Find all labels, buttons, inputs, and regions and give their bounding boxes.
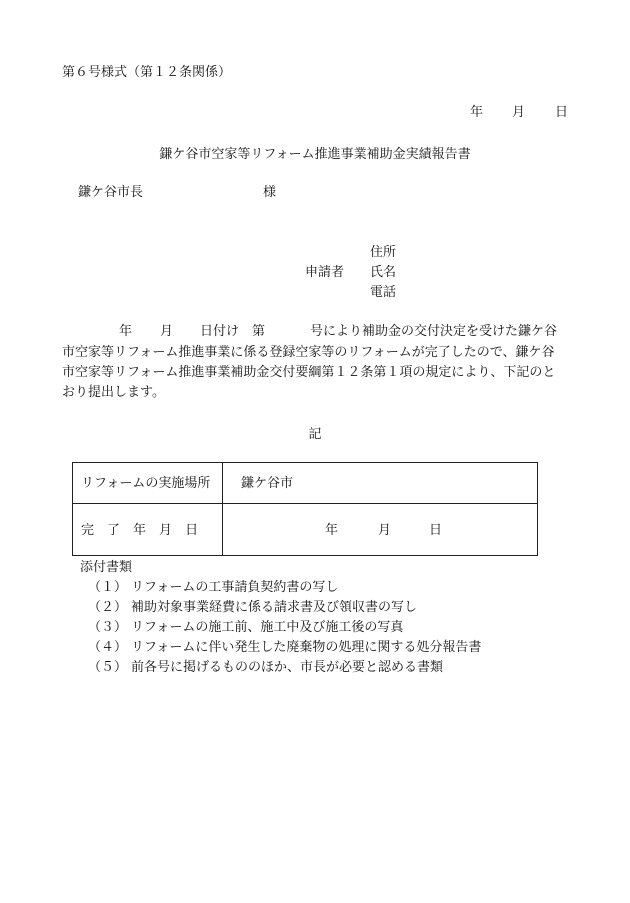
document-title: 鎌ケ谷市空家等リフォーム推進事業補助金実績報告書 bbox=[159, 147, 471, 162]
body-line-3: 市空家等リフォーム推進事業補助金交付要綱第１２条第１項の規定により、下記のと bbox=[62, 365, 556, 380]
completion-day: 日 bbox=[429, 523, 443, 538]
completion-year: 年 bbox=[325, 523, 339, 538]
table-row-divider bbox=[73, 503, 537, 504]
attachment-item: 前各号に掲げるもののほか、市長が必要と認める書類 bbox=[131, 660, 444, 675]
place-label: リフォームの実施場所 bbox=[81, 476, 211, 491]
attachment-item: リフォームに伴い発生した廃棄物の処理に関する処分報告書 bbox=[131, 640, 482, 655]
completion-char: 年 bbox=[133, 523, 147, 538]
body-year: 年 bbox=[119, 324, 133, 339]
body-month: 月 bbox=[160, 324, 174, 339]
attachment-number: （４） bbox=[88, 640, 128, 655]
attachment-number: （１） bbox=[88, 580, 128, 595]
attachment-item: 補助対象事業経費に係る請求書及び領収書の写し bbox=[131, 600, 418, 615]
completion-char: 月 bbox=[159, 523, 173, 538]
date-year-label: 年 bbox=[470, 105, 484, 120]
completion-char: 日 bbox=[185, 523, 199, 538]
attachment-item: リフォームの工事請負契約書の写し bbox=[131, 580, 339, 595]
attachments-heading: 添付書類 bbox=[80, 560, 133, 575]
completion-month: 月 bbox=[378, 523, 392, 538]
attachment-number: （５） bbox=[88, 660, 128, 675]
date-day-label: 日 bbox=[555, 105, 569, 120]
applicant-address-label: 住所 bbox=[370, 245, 397, 260]
attachment-item: リフォームの施工前、施工中及び施工後の写真 bbox=[131, 620, 404, 635]
body-line-2: 市空家等リフォーム推進事業に係る登録空家等のリフォームが完了したので、鎌ケ谷 bbox=[62, 345, 555, 360]
completion-date-label bbox=[81, 524, 211, 537]
applicant-phone-label: 電話 bbox=[370, 285, 397, 300]
addressee-name: 鎌ケ谷市長 bbox=[78, 185, 144, 200]
details-table bbox=[72, 462, 538, 556]
body-date: 日付け 第 bbox=[200, 324, 266, 339]
attachment-number: （３） bbox=[88, 620, 128, 635]
applicant-name-label: 氏名 bbox=[370, 265, 397, 280]
table-column-divider bbox=[222, 463, 223, 555]
addressee-honorific: 様 bbox=[263, 185, 277, 200]
completion-char: 完 bbox=[81, 523, 95, 538]
date-month-label: 月 bbox=[512, 105, 526, 120]
attachment-number: （２） bbox=[88, 600, 128, 615]
form-number: 第６号様式（第１２条関係） bbox=[62, 65, 232, 80]
completion-char: 了 bbox=[107, 523, 121, 538]
ki-heading: 記 bbox=[308, 427, 322, 442]
place-value: 鎌ケ谷市 bbox=[241, 476, 294, 491]
body-line-1: 号により補助金の交付決定を受けた鎌ケ谷 bbox=[310, 324, 558, 339]
applicant-label: 申請者 bbox=[305, 265, 345, 280]
body-line-4: おり提出します。 bbox=[62, 385, 165, 400]
